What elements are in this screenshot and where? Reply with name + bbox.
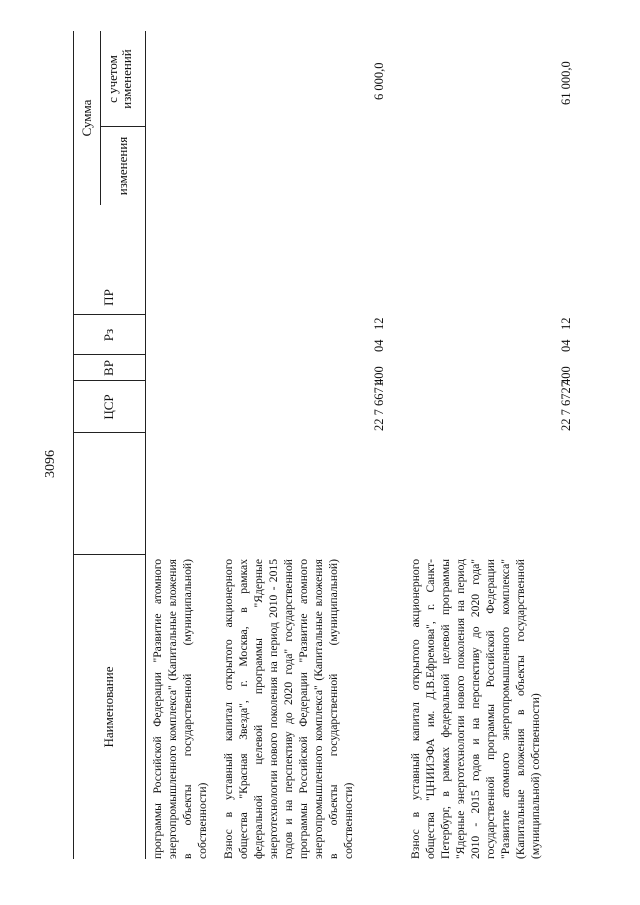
header-rz: Рз — [101, 328, 116, 342]
table-row-2-vr: 400 — [559, 366, 573, 385]
header-pr: ПР — [101, 289, 116, 306]
header-with-changes-2: изменений — [119, 49, 134, 109]
page-number: 3096 — [43, 450, 58, 478]
table-row-2-name: Взнос в уставный капитал открытого акционерного общества "ЦНИИЭФА им. Д.В.Ефремова", г. Санкт-Петербург, в рамках федеральной целевой программы "Ядерные энерготехнологии нового поколения на период 2010 - 2015 годов и на перспективу до 2020 года" государственной программы Российской Федерации "Развитие атомного энергопромышленного комплекса" (Капитальные вложения в объекты государственной (муниципальной) собственности) — [409, 559, 542, 859]
table-row-1-with-changes: 6 000,0 — [372, 62, 386, 100]
table-row-2-csr: 22 7 6727 — [559, 381, 573, 431]
table-row-2-rz: 04 — [559, 339, 573, 352]
table-row-1-pr: 12 — [372, 317, 386, 330]
table-row-1-vr: 400 — [372, 366, 386, 385]
table-top-border — [73, 31, 74, 859]
header-sum: Сумма — [79, 99, 94, 137]
table-row-0-name: программы Российской Федерации "Развитие атомного энергопромышленного комплекса" (Капитальные вложения в объекты государственной (муниципальной) собственности) — [151, 559, 209, 859]
header-with-changes-1: с учетом — [105, 55, 120, 103]
header-name: Наименование — [101, 666, 116, 748]
table-row-1-csr: 22 7 6671 — [372, 381, 386, 431]
header-changes: изменения — [115, 136, 130, 196]
table-row-1-rz: 04 — [372, 339, 386, 352]
header-vr: ВР — [101, 360, 116, 376]
sum-subheader-divider — [100, 31, 101, 205]
header-bottom-border — [145, 31, 146, 859]
table-row-2-with-changes: 61 000,0 — [559, 61, 573, 105]
header-csr: ЦСР — [101, 394, 116, 420]
table-row-2-pr: 12 — [559, 317, 573, 330]
table-row-1-name: Взнос в уставный капитал открытого акционерного общества "Красная Звезда", г. Москва, в рамках федеральной целевой программы "Ядерные энерготехнологии нового поколения на период 2010 - 2015 годов и на перспективу до 2020 года" государственной программы Российской Федерации "Развитие атомного энергопромышленного комплекса" (Капитальные вложения в объекты государственной (муниципальной) собственности) — [222, 559, 355, 859]
